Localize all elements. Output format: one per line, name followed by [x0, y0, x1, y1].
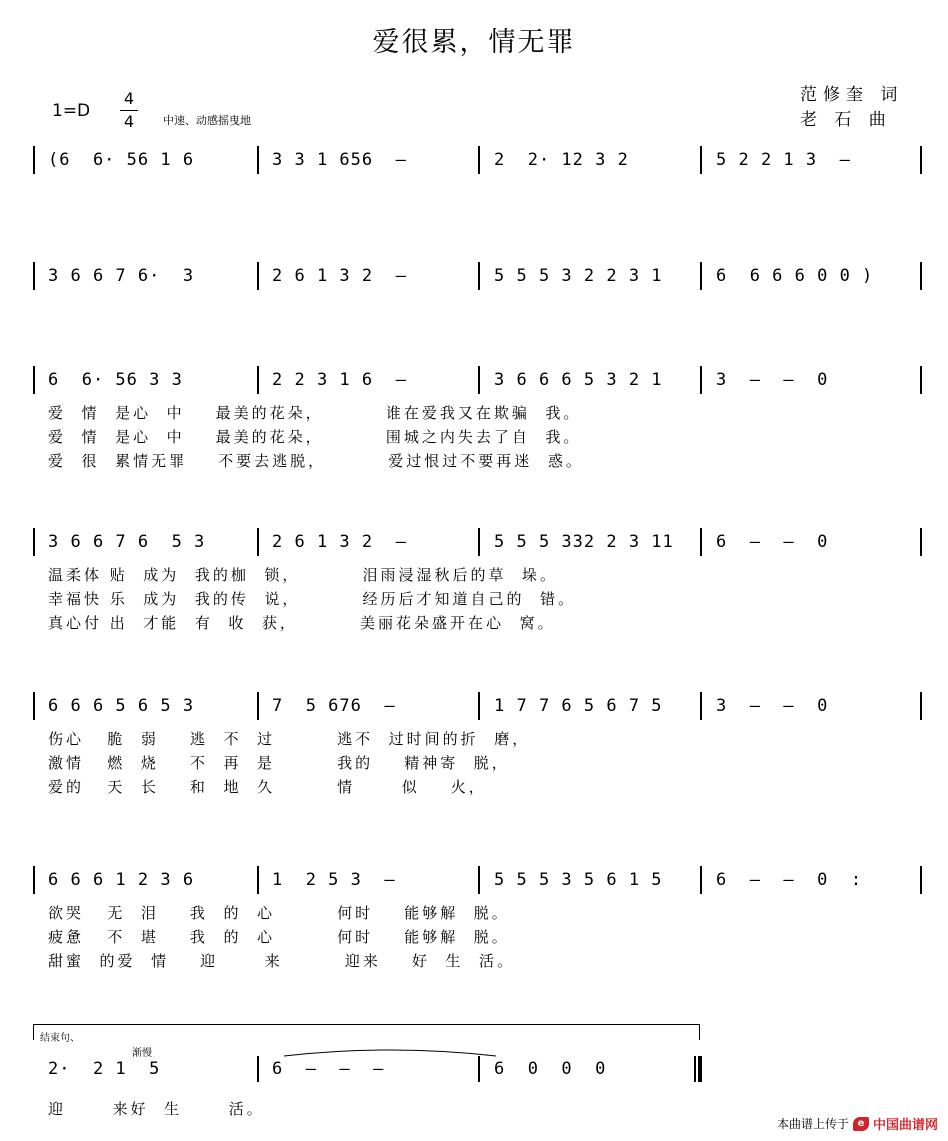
- measure: 6 6 6 5 6 5 3: [48, 696, 195, 716]
- measure: 5 5 5 332 2 3 11: [494, 532, 674, 552]
- tie-arc: [280, 1044, 500, 1058]
- volta-right: [699, 1024, 700, 1040]
- lyric-line: 爱 情 是心 中 最美的花朵， 谁在爱我又在欺骗 我。: [48, 404, 582, 422]
- ending-measure-2: 6 – – –: [272, 1059, 385, 1079]
- final-barline-thin: [694, 1056, 696, 1082]
- measure: 3 6 6 7 6 5 3: [48, 532, 206, 552]
- lyric-line: 甜蜜 的爱 情 迎 来 迎来 好 生 活。: [48, 952, 516, 970]
- ending-label: 结束句、: [40, 1033, 80, 1044]
- lyric-line: 激情 燃 烧 不 再 是 我的 精神寄 脱，: [48, 754, 510, 772]
- barline: [920, 528, 922, 556]
- barline: [920, 366, 922, 394]
- barline: [700, 692, 702, 720]
- barline: [478, 262, 480, 290]
- barline: [700, 262, 702, 290]
- time-signature-top: 4: [123, 89, 135, 108]
- measure: (6 6· 56 1 6: [48, 150, 195, 170]
- footer-text: 本曲谱上传于: [776, 1117, 849, 1131]
- barline: [700, 146, 702, 174]
- barline: [478, 1056, 480, 1082]
- page-title: 爱很累，情无罪: [372, 27, 576, 58]
- barline: [478, 366, 480, 394]
- lyric-line: 欲哭 无 泪 我 的 心 何时 能够解 脱。: [48, 904, 510, 922]
- ending-lyrics: 迎 来好 生 活。: [48, 1100, 265, 1118]
- measure: 6 6 6 6 0 0 ): [716, 266, 874, 286]
- measure: 3 3 1 656 –: [272, 150, 407, 170]
- lyric-line: 爱 情 是心 中 最美的花朵， 围城之内失去了自 我。: [48, 428, 582, 446]
- barline: [33, 866, 35, 894]
- barline: [920, 692, 922, 720]
- volta-bracket: [33, 1024, 700, 1025]
- volta-left: [33, 1024, 34, 1040]
- barline: [920, 146, 922, 174]
- measure: 2 2· 12 3 2: [494, 150, 629, 170]
- measure: 3 – – 0: [716, 370, 829, 390]
- barline: [700, 866, 702, 894]
- lyric-line: 爱 很 累情无罪 不要去逃脱， 爱过恨过不要再迷 惑。: [48, 452, 584, 470]
- barline: [33, 366, 35, 394]
- composer-credit: 老 石 曲: [800, 110, 892, 130]
- lyric-line: 温柔体 贴 成为 我的枷 锁， 泪雨浸湿秋后的草 垛。: [48, 566, 559, 584]
- measure: 6 6 6 1 2 3 6: [48, 870, 195, 890]
- tempo-marking: 中速、动感摇曳地: [163, 114, 251, 127]
- key-signature: 1=D: [52, 101, 91, 121]
- barline: [478, 866, 480, 894]
- time-signature-bottom: 4: [123, 112, 135, 131]
- measure: 6 – – 0: [716, 532, 829, 552]
- barline: [478, 528, 480, 556]
- measure: 1 2 5 3 –: [272, 870, 396, 890]
- footer: [777, 1114, 938, 1133]
- lyricist-credit: 范修奎 词: [800, 85, 904, 105]
- barline: [33, 528, 35, 556]
- lyric-line: 真心付 出 才能 有 收 获， 美丽花朵盛开在心 窝。: [48, 614, 556, 632]
- measure: 3 – – 0: [716, 696, 829, 716]
- measure: 1 7 7 6 5 6 7 5: [494, 696, 663, 716]
- barline: [257, 692, 259, 720]
- barline: [920, 866, 922, 894]
- measure: 5 2 2 1 3 –: [716, 150, 851, 170]
- barline: [257, 146, 259, 174]
- barline: [700, 528, 702, 556]
- measure: 5 5 5 3 5 6 1 5: [494, 870, 663, 890]
- barline: [700, 366, 702, 394]
- measure: 6 6· 56 3 3: [48, 370, 183, 390]
- measure: 3 6 6 6 5 3 2 1: [494, 370, 663, 390]
- measure: 7 5 676 –: [272, 696, 396, 716]
- measure: 6 – – 0 :: [716, 870, 863, 890]
- measure: 2 6 1 3 2 –: [272, 266, 407, 286]
- barline: [257, 366, 259, 394]
- measure: 2 6 1 3 2 –: [272, 532, 407, 552]
- time-signature-divider: [120, 110, 138, 111]
- lyric-line: 伤心 脆 弱 逃 不 过 逃不 过时间的折 磨，: [48, 730, 531, 748]
- measure: 2 2 3 1 6 –: [272, 370, 407, 390]
- barline: [478, 146, 480, 174]
- barline: [257, 262, 259, 290]
- final-barline-thick: [698, 1056, 702, 1082]
- barline: [257, 866, 259, 894]
- lyric-line: 爱的 天 长 和 地 久 情 似 火，: [48, 778, 487, 796]
- ending-measure-1: 2· 2 1 5: [48, 1059, 161, 1079]
- barline: [920, 262, 922, 290]
- barline: [257, 528, 259, 556]
- lyric-line: 幸福快 乐 成为 我的传 说， 经历后才知道自己的 错。: [48, 590, 577, 608]
- barline: [478, 692, 480, 720]
- barline: [33, 262, 35, 290]
- music-site-logo-icon: e: [853, 1117, 869, 1131]
- footer-brand: 中国曲谱网: [872, 1118, 938, 1133]
- ending-measure-3: 6 0 0 0: [494, 1059, 607, 1079]
- barline: [33, 692, 35, 720]
- measure: 5 5 5 3 2 2 3 1: [494, 266, 663, 286]
- lyric-line: 疲惫 不 堪 我 的 心 何时 能够解 脱。: [48, 928, 510, 946]
- barline: [33, 146, 35, 174]
- measure: 3 6 6 7 6· 3: [48, 266, 195, 286]
- ritardando-marking: 渐慢: [132, 1048, 152, 1059]
- barline: [257, 1056, 259, 1082]
